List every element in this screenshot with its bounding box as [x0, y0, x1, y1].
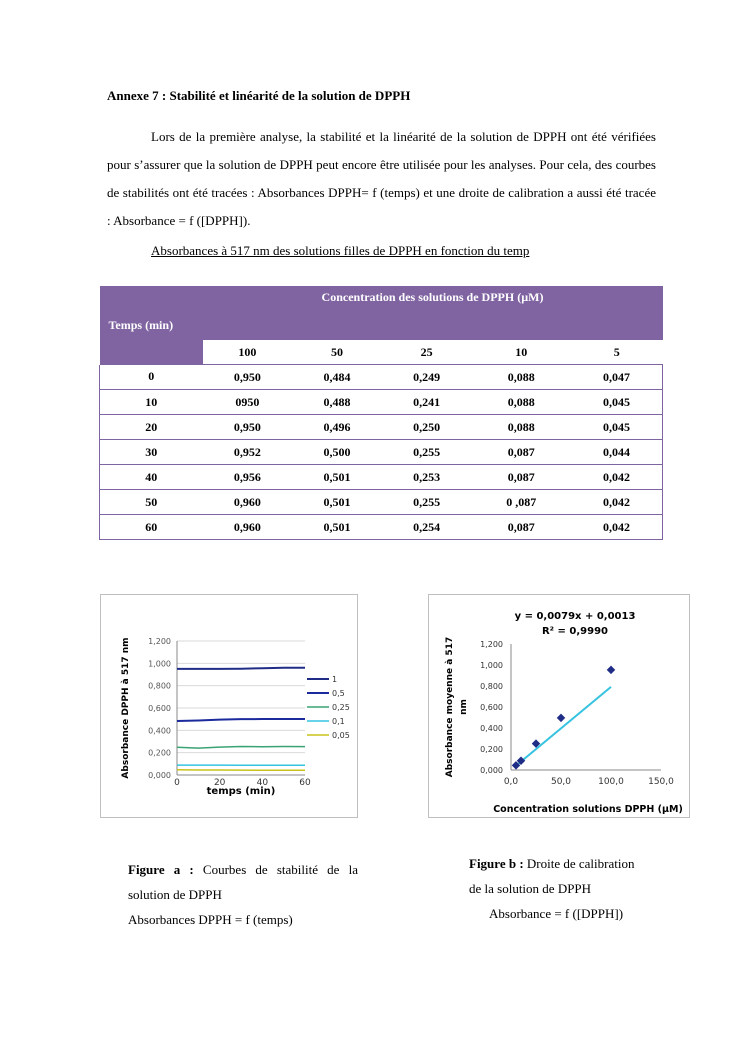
absorbance-cell: 0,501 — [292, 465, 382, 490]
y-tick-label: 1,000 — [480, 661, 503, 670]
concentration-header: 5 — [571, 340, 662, 365]
absorbance-cell: 0,952 — [203, 440, 293, 465]
data-point — [607, 666, 615, 674]
table-row — [100, 440, 663, 465]
trendline — [516, 687, 611, 766]
absorbance-cell: 0,047 — [571, 365, 662, 390]
absorbance-cell: 0,950 — [203, 415, 293, 440]
figure-a-formula: Absorbances DPPH = f (temps) — [128, 912, 293, 927]
legend-label: 0,05 — [332, 731, 350, 740]
absorbance-cell: 0,484 — [292, 365, 382, 390]
absorbance-cell: 0,254 — [382, 515, 472, 540]
absorbance-cell: 0,087 — [471, 465, 571, 490]
x-tick-label: 40 — [256, 778, 269, 788]
time-cell: 0 — [100, 365, 203, 390]
concentration-header: 25 — [382, 340, 472, 365]
y-tick-label: 0,800 — [148, 681, 171, 691]
legend-label: 1 — [332, 675, 338, 684]
y-tick-label: 0,200 — [148, 748, 171, 758]
figure-b-formula: Absorbance = f ([DPPH]) — [489, 906, 624, 921]
legend-label: 0,25 — [332, 703, 350, 712]
y-tick-label: 0,200 — [480, 745, 503, 754]
y-tick-label: 0,600 — [480, 703, 503, 712]
annex-heading: Annexe 7 : Stabilité et linéarité de la solution de DPPH — [107, 88, 411, 103]
y-tick-label: 0,600 — [148, 704, 171, 713]
y-axis-title: Absorbance DPPH à 517 nm — [121, 637, 131, 779]
x-axis-title: Concentration solutions DPPH (µM) — [493, 804, 683, 815]
y-tick-label: 0,400 — [148, 726, 171, 736]
absorbance-cell: 0,500 — [292, 440, 382, 465]
absorbance-cell: 0,255 — [382, 490, 472, 515]
time-cell: 20 — [100, 415, 203, 440]
time-cell: 50 — [100, 490, 203, 515]
y-tick-label: 1,200 — [480, 640, 503, 649]
x-tick-label: 20 — [213, 778, 226, 788]
calibration-chart — [429, 595, 689, 817]
absorbance-cell: 0,956 — [203, 465, 293, 490]
figure-b-label: Figure b : — [469, 856, 524, 871]
y-tick-label: 0,800 — [480, 682, 503, 691]
series-line — [177, 770, 305, 771]
absorbance-cell: 0,088 — [471, 365, 571, 390]
series-line — [177, 668, 305, 669]
y-axis-title: Absorbance moyenne à 517 — [445, 636, 455, 778]
absorbance-cell: 0950 — [203, 390, 293, 415]
absorbance-cell: 0,045 — [571, 415, 662, 440]
y-tick-label: 0,000 — [148, 771, 171, 780]
absorbance-cell: 0,501 — [292, 490, 382, 515]
absorbance-cell: 0,501 — [292, 515, 382, 540]
table-row — [100, 415, 663, 440]
absorbance-cell: 0,488 — [292, 390, 382, 415]
absorbance-cell: 0,496 — [292, 415, 382, 440]
table-row — [100, 365, 663, 390]
series-line — [177, 719, 305, 721]
table-row — [100, 515, 663, 540]
absorbance-cell: 0,249 — [382, 365, 472, 390]
concentration-group-header: Concentration des solutions de DPPH (µM) — [203, 286, 663, 340]
concentration-header: 10 — [471, 340, 571, 365]
time-cell: 60 — [100, 515, 203, 540]
intro-paragraph: Lors de la première analyse, la stabilité et la linéarité de la solution de DPPH ont été vérifiées pour s’assurer que la solution de DPPH peut encore être utilisée pour les analyses. Pour cela, des courbes de stabilités ont été tracées : Absorbances DPPH= f (temps) et une droite de calibration a aussi été tracée : Absorbance = f ([DPPH]). — [107, 129, 656, 228]
legend-label: 0,5 — [332, 689, 345, 698]
data-point — [557, 714, 565, 722]
figure-a-frame — [100, 594, 358, 818]
absorbance-cell: 0,255 — [382, 440, 472, 465]
time-cell: 30 — [100, 440, 203, 465]
absorbance-cell: 0,253 — [382, 465, 472, 490]
x-tick-label: 0 — [174, 778, 180, 788]
x-tick-label: 150,0 — [648, 777, 674, 787]
absorbance-cell: 0,241 — [382, 390, 472, 415]
absorbance-cell: 0,960 — [203, 490, 293, 515]
absorbance-cell: 0,950 — [203, 365, 293, 390]
y-tick-label: 0,400 — [480, 724, 503, 733]
time-cell: 10 — [100, 390, 203, 415]
figure-a-label: Figure a : — [128, 862, 194, 877]
r-squared-label: R² = 0,9990 — [541, 626, 609, 637]
absorbance-cell: 0,042 — [571, 465, 662, 490]
concentration-header: 100 — [203, 340, 293, 365]
y-tick-label: 1,200 — [148, 637, 171, 646]
absorbance-cell: 0,960 — [203, 515, 293, 540]
absorbance-cell: 0,250 — [382, 415, 472, 440]
table-caption: Absorbances à 517 nm des solutions filles de DPPH en fonction du temp — [151, 243, 530, 258]
figure-a-desc: Courbes de stabilité de la solution de DPPH — [128, 862, 358, 902]
figure-b-caption — [469, 851, 679, 926]
absorbance-cell: 0 ,087 — [471, 490, 571, 515]
x-tick-label: 60 — [299, 778, 311, 788]
absorbance-cell: 0,042 — [571, 515, 662, 540]
absorbance-cell: 0,087 — [471, 515, 571, 540]
x-tick-label: 100,0 — [598, 777, 624, 787]
absorbance-cell: 0,088 — [471, 415, 571, 440]
figure-b-desc: Droite de calibration — [526, 856, 635, 871]
absorbance-cell: 0,087 — [471, 440, 571, 465]
absorbance-cell: 0,042 — [571, 490, 662, 515]
figure-b-frame — [428, 594, 690, 818]
trendline-equation: y = 0,0079x + 0,0013 — [514, 611, 636, 622]
time-cell: 40 — [100, 465, 203, 490]
table-row — [100, 390, 663, 415]
table-row — [100, 465, 663, 490]
series-line — [177, 747, 305, 749]
y-tick-label: 0,000 — [480, 766, 503, 775]
absorbance-cell: 0,045 — [571, 390, 662, 415]
x-tick-label: 0,0 — [503, 777, 519, 787]
absorbance-cell: 0,044 — [571, 440, 662, 465]
absorbance-table — [99, 286, 663, 540]
concentration-header: 50 — [292, 340, 382, 365]
legend-label: 0,1 — [332, 717, 345, 726]
y-axis-title-unit: nm — [459, 699, 469, 715]
x-axis-title: temps (min) — [206, 786, 276, 797]
figure-b-desc-2: de la solution de DPPH — [469, 881, 592, 896]
x-tick-label: 50,0 — [550, 777, 572, 787]
table-row — [100, 490, 663, 515]
time-column-header: Temps (min) — [100, 286, 203, 365]
figure-a-caption — [128, 857, 358, 932]
y-tick-label: 1,000 — [148, 659, 171, 669]
stability-chart — [101, 595, 357, 817]
absorbance-cell: 0,088 — [471, 390, 571, 415]
